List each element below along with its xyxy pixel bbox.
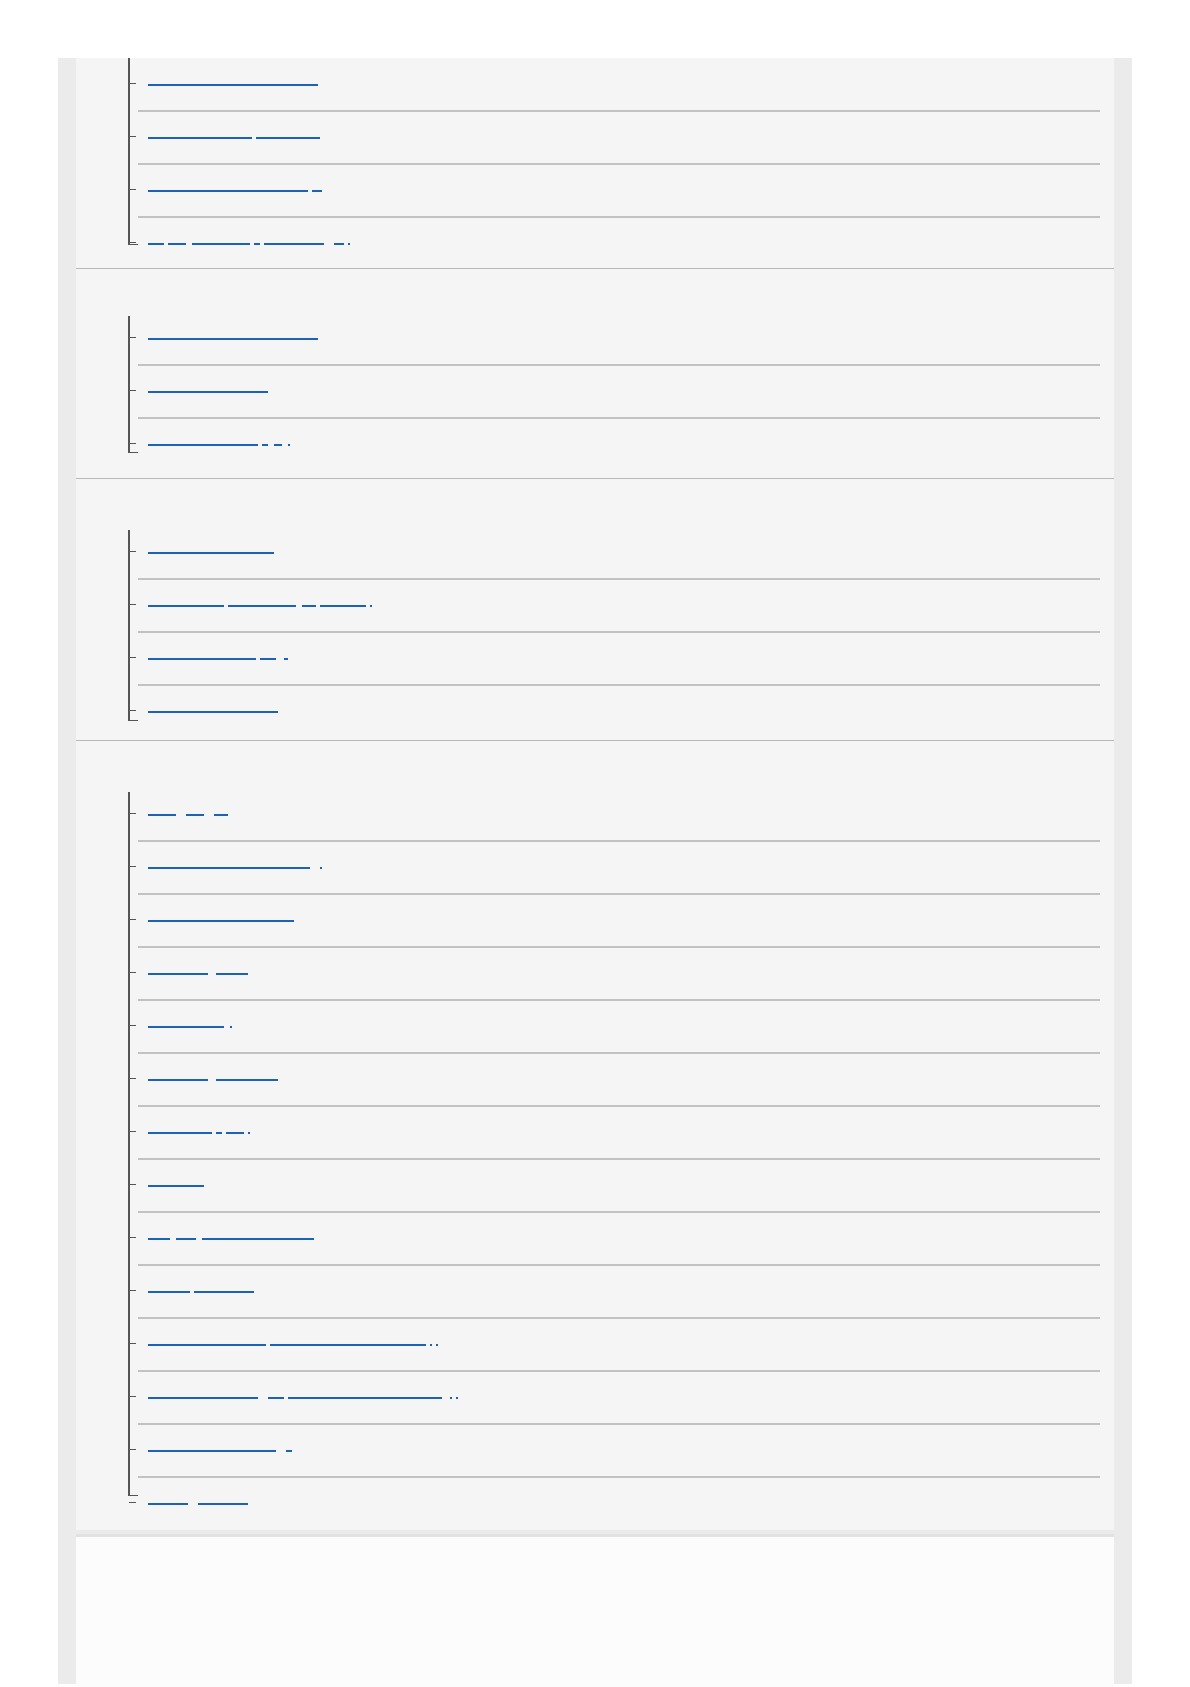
link-underline-segment [286, 1450, 292, 1452]
tree-tick [129, 83, 136, 84]
link-underline-segment [256, 137, 320, 139]
toc-link[interactable] [148, 658, 288, 660]
toc-item [138, 632, 1100, 686]
toc-item [138, 1477, 1100, 1529]
tree-tick [129, 1290, 136, 1291]
toc-item [138, 1106, 1100, 1160]
toc-link[interactable] [148, 1291, 254, 1293]
link-underline-segment [148, 338, 318, 340]
link-underline-segment [320, 867, 322, 869]
toc-link[interactable] [148, 605, 372, 607]
toc-item [138, 1265, 1100, 1319]
link-underline-segment [148, 711, 278, 713]
toc-link[interactable] [148, 190, 322, 192]
link-underline-segment [262, 444, 268, 446]
link-underline-segment [148, 867, 310, 869]
link-underline-segment [216, 973, 248, 975]
link-underline-segment [264, 243, 324, 245]
toc-link[interactable] [148, 1450, 292, 1452]
tree-tick [129, 972, 136, 973]
toc-item [138, 685, 1100, 737]
toc-item [138, 1424, 1100, 1478]
toc-section-4 [76, 740, 1114, 1530]
toc-link[interactable] [148, 711, 278, 713]
link-underline-segment [176, 1238, 196, 1240]
link-underline-segment [148, 1291, 190, 1293]
link-underline-segment [148, 1026, 224, 1028]
tree-tick [129, 604, 136, 605]
toc-link[interactable] [148, 1397, 458, 1399]
toc-section-3 [76, 478, 1114, 741]
toc-link[interactable] [148, 920, 294, 922]
toc-link[interactable] [148, 444, 290, 446]
link-underline-segment [148, 84, 318, 86]
toc-item [138, 418, 1100, 470]
link-underline-segment [248, 1132, 250, 1134]
link-underline-segment [312, 190, 322, 192]
toc-item [138, 111, 1100, 165]
link-underline-segment [192, 243, 250, 245]
tree-tick [129, 1502, 136, 1503]
tree-tick [129, 710, 136, 711]
tree-line [128, 792, 130, 1495]
toc-section-2 [76, 268, 1114, 479]
toc-item [138, 312, 1100, 366]
toc-link[interactable] [148, 338, 318, 340]
link-underline-segment [198, 1503, 248, 1505]
tree-line-end [128, 452, 138, 453]
tree-tick [129, 1131, 136, 1132]
link-underline-segment [274, 444, 282, 446]
link-underline-segment [148, 1450, 276, 1452]
link-underline-segment [216, 1079, 278, 1081]
link-underline-segment [430, 1344, 432, 1346]
toc-item [138, 947, 1100, 1001]
link-underline-segment [168, 243, 186, 245]
link-underline-segment [148, 814, 176, 816]
tree-tick [129, 551, 136, 552]
tree-tick [129, 443, 136, 444]
toc-link[interactable] [148, 84, 318, 86]
link-underline-segment [186, 814, 204, 816]
link-underline-segment [334, 243, 344, 245]
toc-item [138, 164, 1100, 218]
toc-item [138, 365, 1100, 419]
link-underline-segment [202, 1238, 314, 1240]
tree-tick [129, 813, 136, 814]
toc-item [138, 841, 1100, 895]
tree-tick [129, 919, 136, 920]
link-underline-segment [148, 1397, 258, 1399]
link-underline-segment [148, 605, 224, 607]
toc-link[interactable] [148, 391, 268, 393]
link-underline-segment [268, 1397, 284, 1399]
toc-link[interactable] [148, 243, 350, 245]
tree-tick [129, 242, 136, 243]
toc-link[interactable] [148, 1026, 232, 1028]
link-underline-segment [288, 1397, 442, 1399]
toc-link[interactable] [148, 814, 228, 816]
link-underline-segment [226, 1132, 244, 1134]
link-underline-segment [260, 658, 276, 660]
link-underline-segment [348, 243, 350, 245]
link-underline-segment [320, 605, 366, 607]
link-underline-segment [148, 444, 258, 446]
toc-link[interactable] [148, 1132, 250, 1134]
link-underline-segment [148, 1185, 204, 1187]
toc-section-1 [76, 58, 1114, 269]
link-underline-segment [148, 1503, 188, 1505]
toc-panel [76, 58, 1114, 1530]
toc-item [138, 1053, 1100, 1107]
tree-tick [129, 390, 136, 391]
link-underline-segment [216, 1132, 222, 1134]
toc-item [138, 217, 1100, 269]
link-underline-segment [436, 1344, 438, 1346]
link-underline-segment [228, 605, 296, 607]
tree-tick [129, 337, 136, 338]
toc-item [138, 579, 1100, 633]
tree-tick [129, 1396, 136, 1397]
tree-tick [129, 1449, 136, 1450]
link-underline-segment [284, 658, 288, 660]
link-underline-segment [148, 1238, 170, 1240]
tree-tick [129, 1237, 136, 1238]
toc-link[interactable] [148, 137, 320, 139]
tree-tick [129, 1078, 136, 1079]
link-underline-segment [302, 605, 316, 607]
link-underline-segment [270, 1344, 426, 1346]
link-underline-segment [450, 1397, 452, 1399]
link-underline-segment [456, 1397, 458, 1399]
toc-item [138, 788, 1100, 842]
link-underline-segment [194, 1291, 254, 1293]
tree-tick [129, 189, 136, 190]
toc-link[interactable] [148, 973, 248, 975]
tree-line [128, 530, 130, 720]
tree-line-end [128, 720, 138, 721]
toc-item [138, 526, 1100, 580]
toc-item [138, 1318, 1100, 1372]
link-underline-segment [288, 444, 290, 446]
toc-link[interactable] [148, 1079, 278, 1081]
toc-item [138, 58, 1100, 112]
toc-link[interactable] [148, 1185, 204, 1187]
toc-link[interactable] [148, 552, 274, 554]
page-footer-area [76, 1534, 1114, 1687]
link-underline-segment [148, 1132, 212, 1134]
tree-tick [129, 1184, 136, 1185]
tree-tick [129, 136, 136, 137]
toc-link[interactable] [148, 1238, 314, 1240]
toc-link[interactable] [148, 867, 322, 869]
tree-tick [129, 1025, 136, 1026]
link-underline-segment [370, 605, 372, 607]
tree-tick [129, 866, 136, 867]
toc-item [138, 894, 1100, 948]
link-underline-segment [148, 1079, 208, 1081]
link-underline-segment [148, 552, 274, 554]
tree-tick [129, 1343, 136, 1344]
toc-item [138, 1371, 1100, 1425]
toc-item [138, 1159, 1100, 1213]
tree-line-end [128, 244, 138, 245]
toc-item [138, 1000, 1100, 1054]
link-underline-segment [148, 190, 308, 192]
link-underline-segment [148, 137, 252, 139]
link-underline-segment [148, 920, 294, 922]
link-underline-segment [148, 243, 164, 245]
tree-line [128, 58, 130, 244]
link-underline-segment [214, 814, 228, 816]
link-underline-segment [148, 658, 256, 660]
link-underline-segment [148, 973, 208, 975]
link-underline-segment [148, 1344, 266, 1346]
toc-link[interactable] [148, 1344, 438, 1346]
tree-line-end [128, 1495, 138, 1496]
link-underline-segment [254, 243, 260, 245]
toc-link[interactable] [148, 1503, 248, 1505]
link-underline-segment [148, 391, 268, 393]
link-underline-segment [230, 1026, 232, 1028]
tree-tick [129, 657, 136, 658]
toc-item [138, 1212, 1100, 1266]
